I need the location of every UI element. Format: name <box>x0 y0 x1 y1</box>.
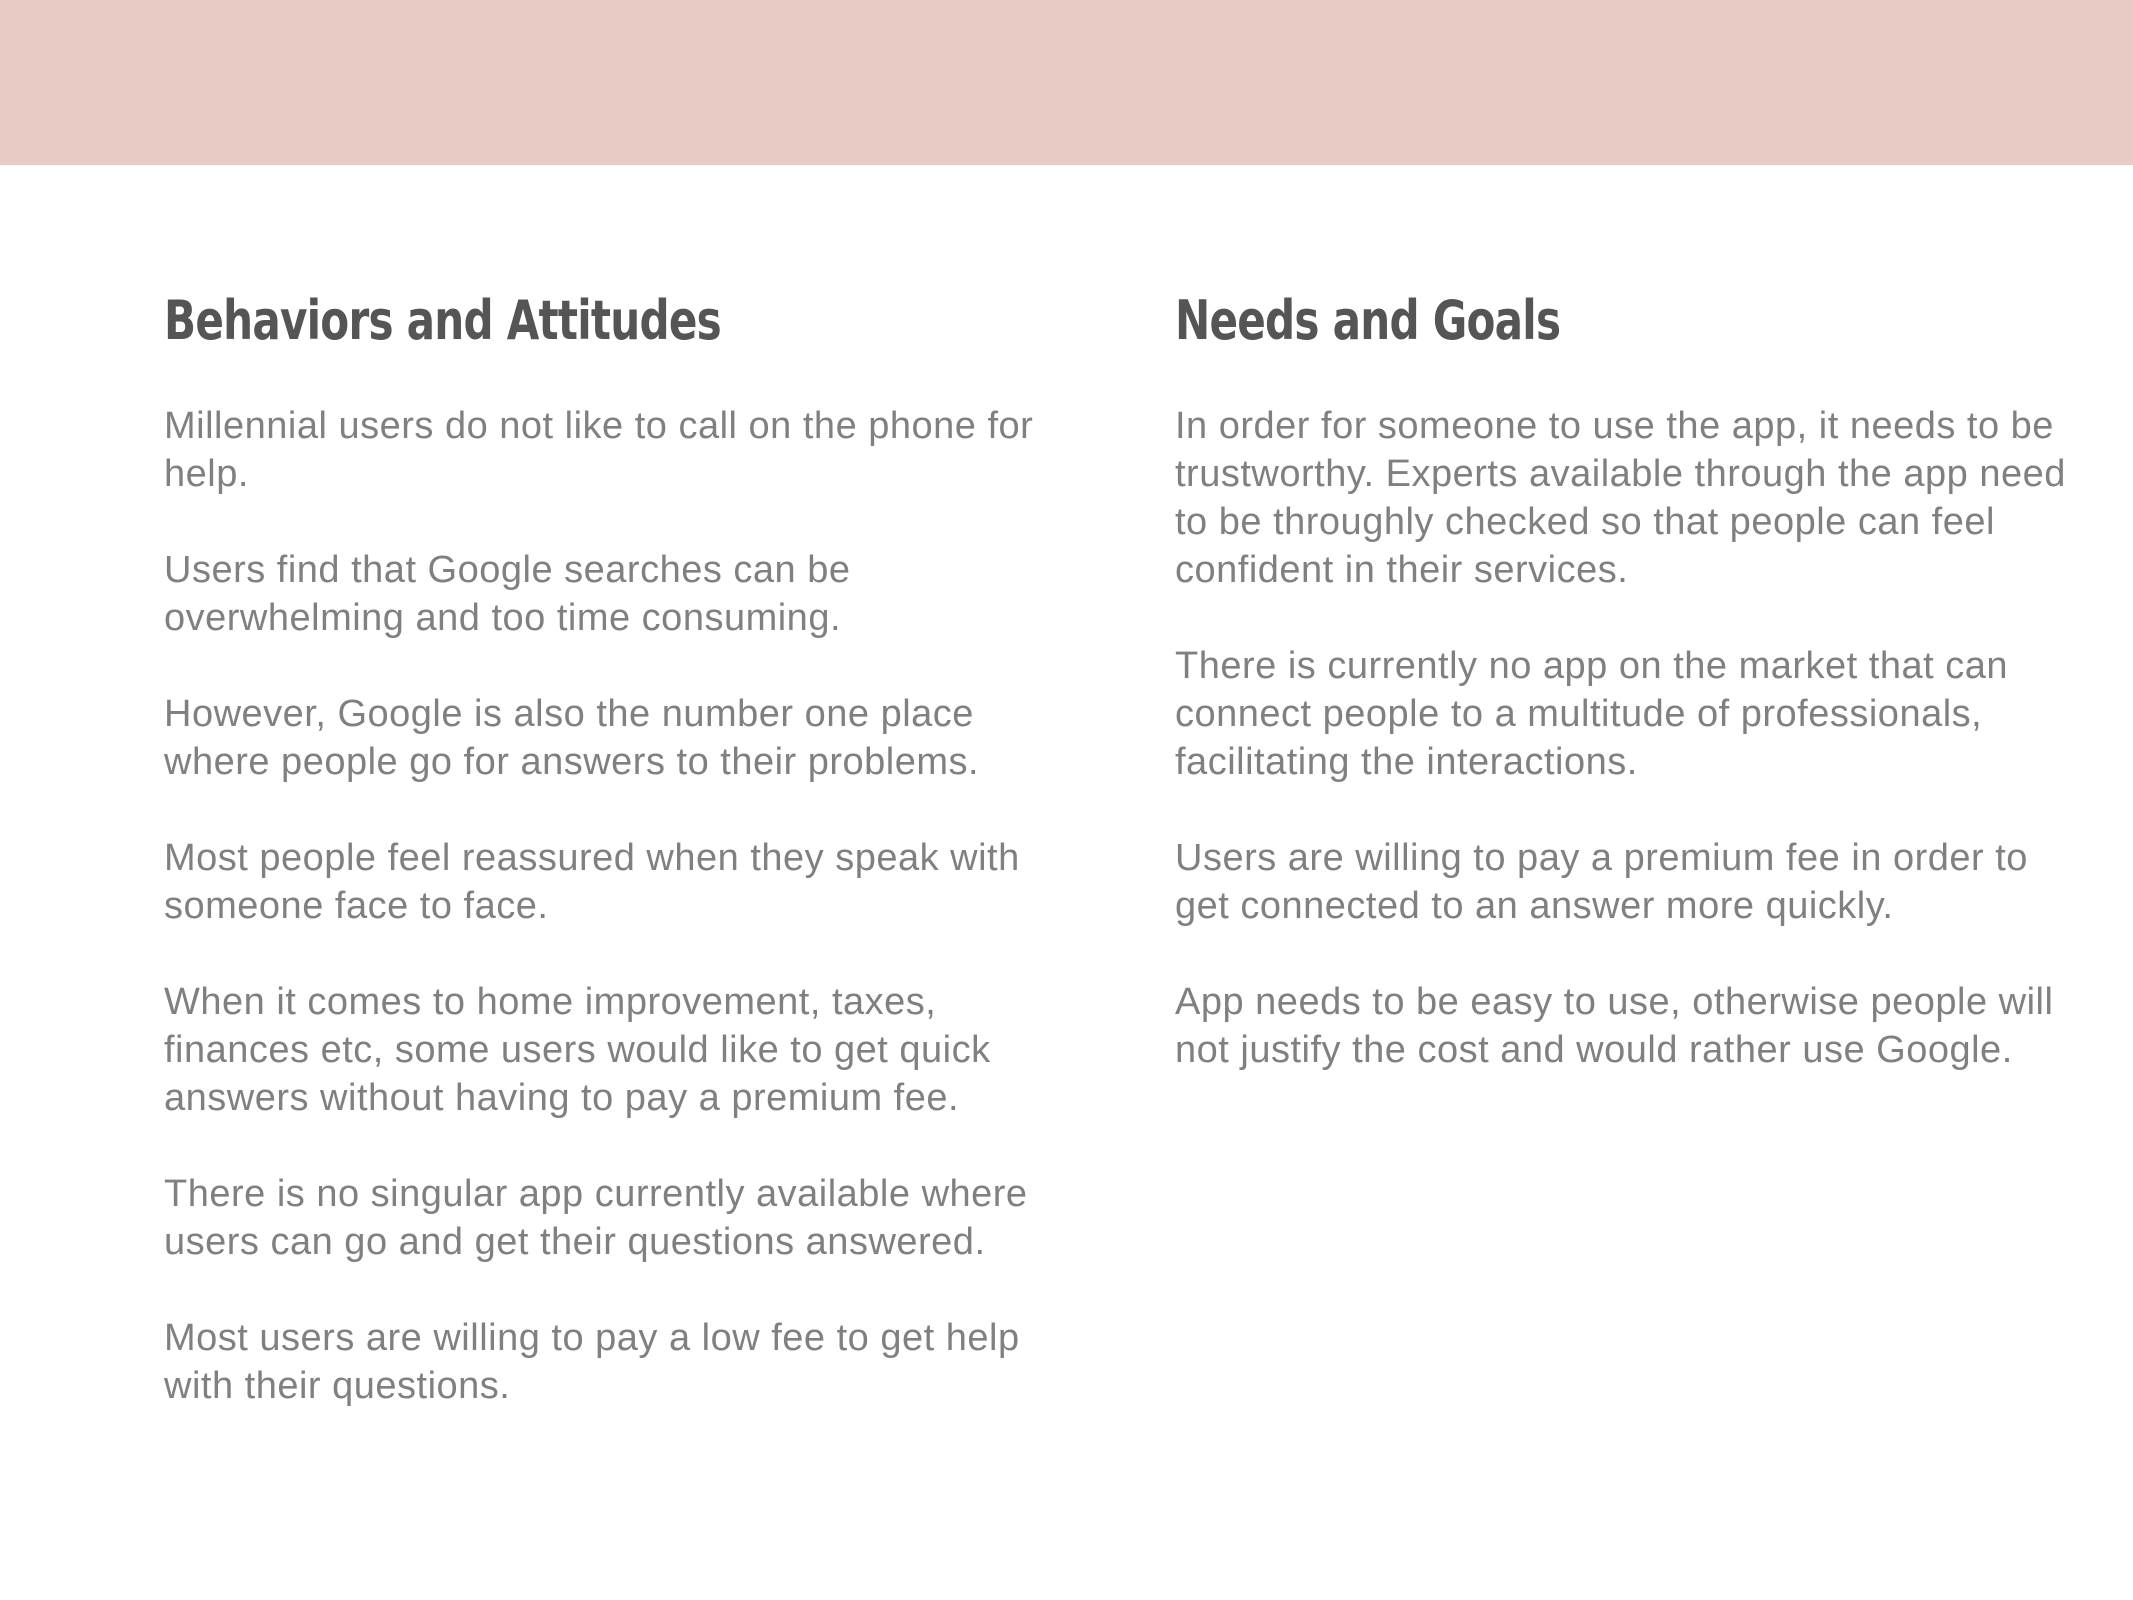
behaviors-attitudes-section <box>164 285 1044 1458</box>
behavior-paragraph: Users find that Google searches can be overwhelming and too time consuming. <box>164 549 851 639</box>
needs-goals-section <box>1175 285 2075 1122</box>
behavior-paragraph: There is no singular app currently available where users can go and get their questions answered. <box>164 1173 1028 1263</box>
behavior-paragraph: Most people feel reassured when they speak with someone face to face. <box>164 837 1020 927</box>
need-paragraph: In order for someone to use the app, it needs to be trustworthy. Experts available through the app need to be throughly checked so that people can feel confident in their services. <box>1175 405 2066 591</box>
behavior-paragraph: Millennial users do not like to call on the phone for help. <box>164 405 1034 495</box>
need-paragraph: Users are willing to pay a premium fee in order to get connected to an answer more quickly. <box>1175 837 2028 927</box>
need-paragraph: App needs to be easy to use, otherwise people will not justify the cost and would rather use Google. <box>1175 981 2054 1071</box>
needs-goals-heading: Needs and Goals <box>1175 289 1561 352</box>
behavior-paragraph: When it comes to home improvement, taxes, finances etc, some users would like to get quick answers without having to pay a premium fee. <box>164 981 991 1119</box>
behavior-paragraph: Most users are willing to pay a low fee to get help with their questions. <box>164 1317 1020 1407</box>
behavior-paragraph: However, Google is also the number one place where people go for answers to their problems. <box>164 693 980 783</box>
need-paragraph: There is currently no app on the market that can connect people to a multitude of professionals, facilitating the interactions. <box>1175 645 2008 783</box>
behaviors-attitudes-heading: Behaviors and Attitudes <box>164 289 721 352</box>
header-band <box>0 0 2133 165</box>
